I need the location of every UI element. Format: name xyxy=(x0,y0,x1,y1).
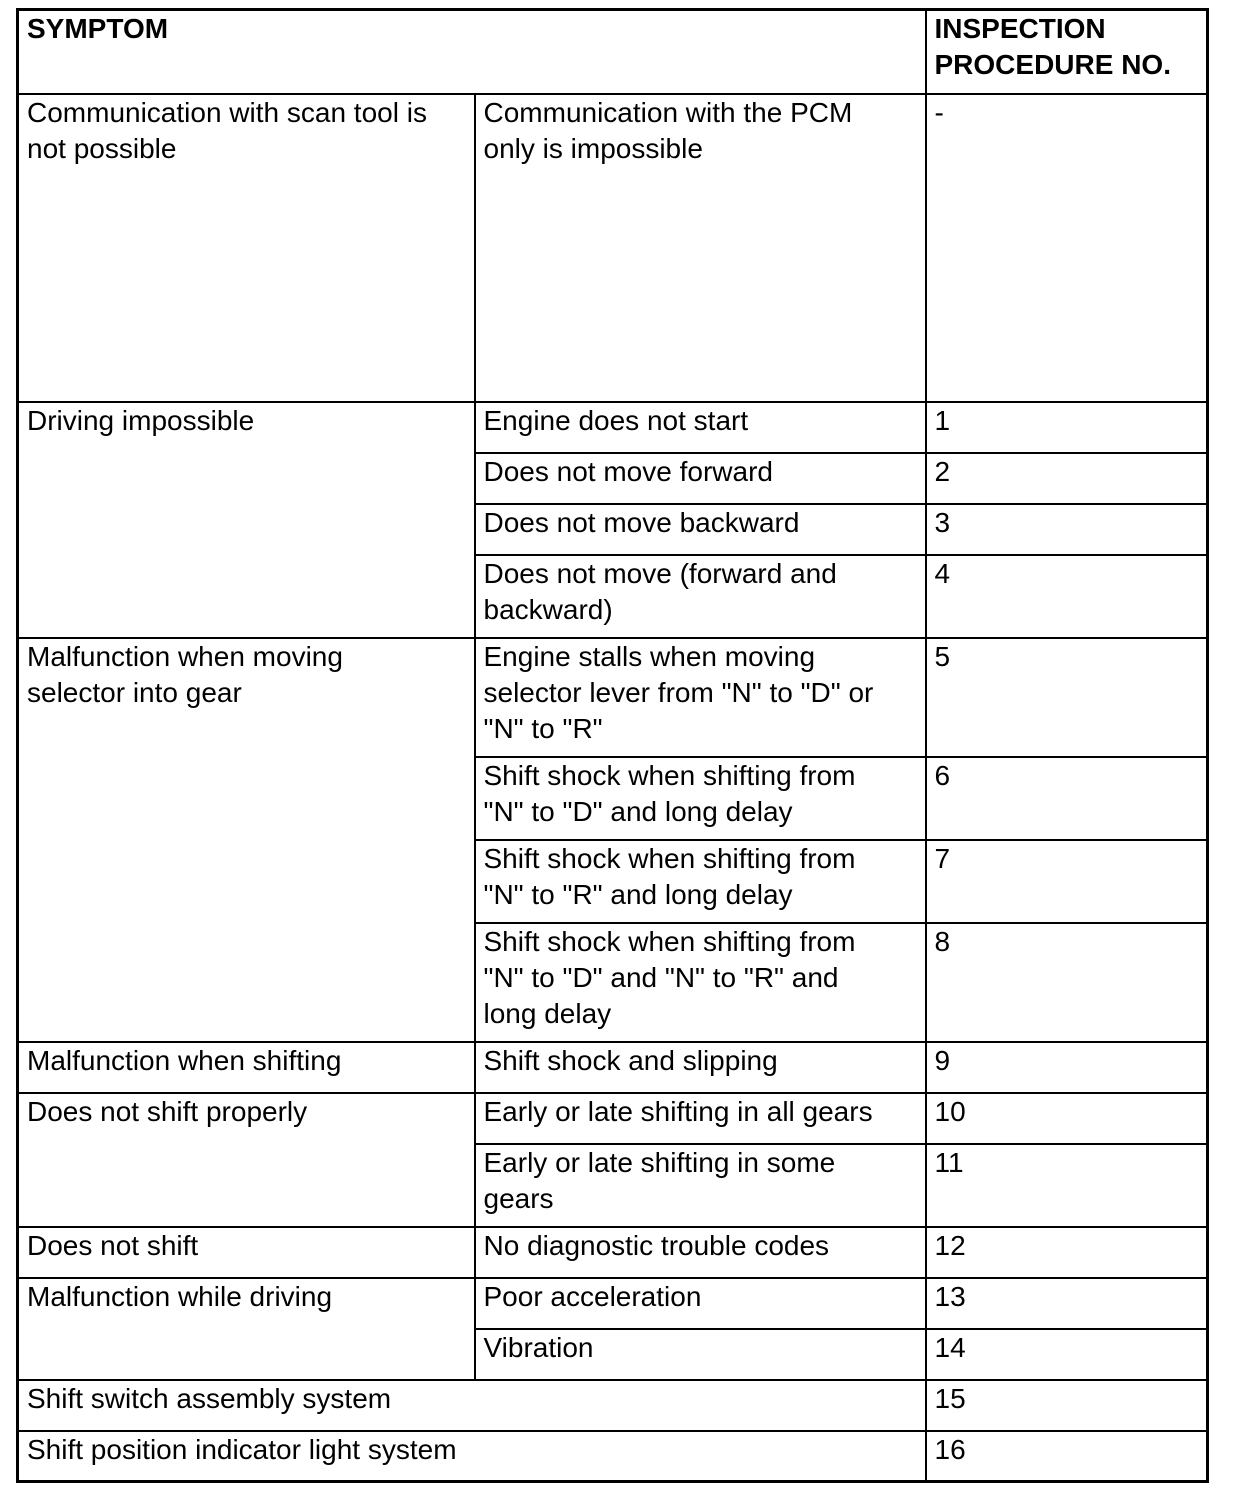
table-row xyxy=(18,1278,1208,1329)
procedure-number: 13 xyxy=(926,1278,1208,1329)
symptom-group: Shift position indicator light system xyxy=(18,1431,926,1482)
procedure-number: 6 xyxy=(926,757,1208,840)
procedure-number: 8 xyxy=(926,923,1208,1042)
symptom-group: Malfunction when shifting xyxy=(18,1042,475,1093)
procedure-number: - xyxy=(926,94,1208,402)
procedure-number: 12 xyxy=(926,1227,1208,1278)
symptom-detail: Early or late shifting in some gears xyxy=(475,1144,926,1227)
table-row xyxy=(18,1093,1208,1144)
procedure-number: 16 xyxy=(926,1431,1208,1482)
symptom-detail: Vibration xyxy=(475,1329,926,1380)
symptom-group: Communication with scan tool is not possible xyxy=(18,94,475,402)
symptom-detail: Early or late shifting in all gears xyxy=(475,1093,926,1144)
symptom-detail: Shift shock and slipping xyxy=(475,1042,926,1093)
symptom-header: SYMPTOM xyxy=(18,10,926,94)
procedure-number: 10 xyxy=(926,1093,1208,1144)
symptom-group: Does not shift properly xyxy=(18,1093,475,1227)
procedure-number: 11 xyxy=(926,1144,1208,1227)
symptom-detail: Does not move backward xyxy=(475,504,926,555)
symptom-group: Does not shift xyxy=(18,1227,475,1278)
symptom-detail: Engine stalls when moving selector lever from "N" to "D" or "N" to "R" xyxy=(475,638,926,757)
table-row xyxy=(18,638,1208,757)
procedure-number: 3 xyxy=(926,504,1208,555)
symptom-detail: Poor acceleration xyxy=(475,1278,926,1329)
symptom-group: Malfunction when moving selector into gear xyxy=(18,638,475,1042)
symptom-detail: No diagnostic trouble codes xyxy=(475,1227,926,1278)
procedure-number: 7 xyxy=(926,840,1208,923)
symptom-detail: Shift shock when shifting from "N" to "D" and "N" to "R" and long delay xyxy=(475,923,926,1042)
procedure-number: 4 xyxy=(926,555,1208,638)
symptom-detail: Does not move (forward and backward) xyxy=(475,555,926,638)
procedure-number: 2 xyxy=(926,453,1208,504)
symptom-detail: Does not move forward xyxy=(475,453,926,504)
table-row xyxy=(18,1042,1208,1093)
symptom-detail: Shift shock when shifting from "N" to "D" and long delay xyxy=(475,757,926,840)
procedure-number: 1 xyxy=(926,402,1208,453)
table-row xyxy=(18,1227,1208,1278)
symptom-detail: Communication with the PCM only is impossible xyxy=(475,94,926,402)
procedure-number: 14 xyxy=(926,1329,1208,1380)
table-row xyxy=(18,94,1208,402)
table-row xyxy=(18,1380,1208,1431)
symptom-group: Shift switch assembly system xyxy=(18,1380,926,1431)
table-row xyxy=(18,1431,1208,1482)
table-row xyxy=(18,402,1208,453)
symptom-group: Driving impossible xyxy=(18,402,475,638)
procedure-header: INSPECTION PROCEDURE NO. xyxy=(926,10,1208,94)
symptom-table xyxy=(16,8,1209,1483)
procedure-number: 5 xyxy=(926,638,1208,757)
header-row xyxy=(18,10,1208,94)
procedure-number: 9 xyxy=(926,1042,1208,1093)
symptom-detail: Engine does not start xyxy=(475,402,926,453)
procedure-number: 15 xyxy=(926,1380,1208,1431)
symptom-group: Malfunction while driving xyxy=(18,1278,475,1380)
symptom-detail: Shift shock when shifting from "N" to "R" and long delay xyxy=(475,840,926,923)
